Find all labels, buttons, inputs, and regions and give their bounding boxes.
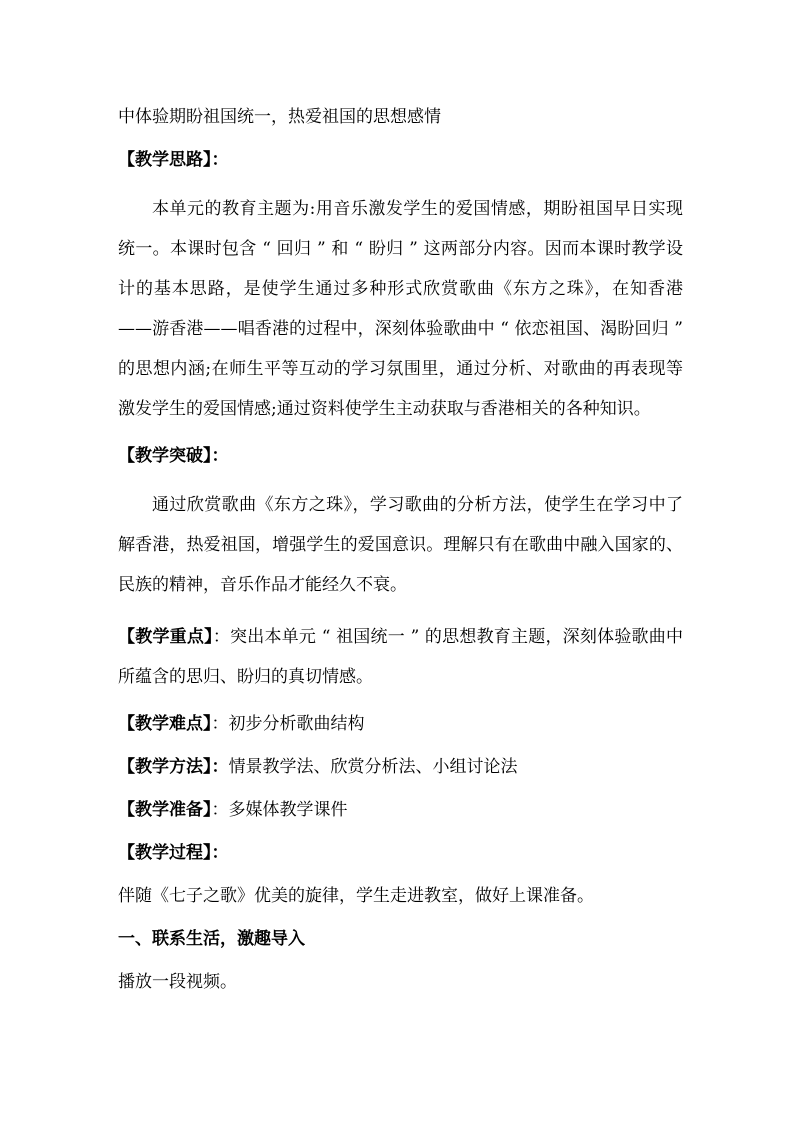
heading-label: 【教学思路】：	[118, 150, 229, 170]
heading-label: 【教学准备】	[118, 800, 212, 820]
top-line: 中体验期盼祖国统一，热爱祖国的思想感情	[118, 107, 441, 127]
heading-process	[118, 838, 683, 869]
difficulties-text: ：初步分析歌曲结构	[211, 714, 365, 734]
methods-text: 情景教学法、欣赏分析法、小组讨论法	[228, 757, 518, 777]
key-points-text: ：突出本单元 “ 祖国统一 ” 的思想教育主题，深刻体验歌曲中所蕴含的思归、盼归的真切情感。	[118, 627, 684, 687]
preparation-text: ：多媒体教学课件	[211, 800, 348, 820]
heading-methods	[118, 752, 683, 783]
paragraph-teaching-breakthrough: 通过欣赏歌曲《东方之珠》，学习歌曲的分析方法，使学生在学习中了解香港，热爱祖国，增强学生的爱国意识。理解只有在歌曲中融入国家的、民族的精神，音乐作品才能经久不衰。	[118, 495, 683, 595]
heading-label: 【教学难点】	[118, 714, 212, 734]
heading-teaching-breakthrough	[118, 441, 683, 472]
process-text: 伴随《七子之歌》优美的旋律，学生走进教室，做好上课准备。	[118, 886, 594, 906]
heading-label: 【教学重点】	[118, 627, 213, 647]
document-page	[118, 102, 683, 998]
heading-label: 【教学方法】：	[118, 757, 229, 777]
paragraph-key-points	[118, 617, 683, 697]
step-one-title: 一、联系生活，激趣导入	[118, 929, 305, 949]
step-one-text: 播放一段视频。	[118, 972, 237, 992]
heading-label: 【教学过程】：	[118, 843, 229, 863]
paragraph-teaching-approach: 本单元的教育主题为:用音乐激发学生的爱国情感，期盼祖国早日实现统一。本课时包含 “ 回归 ” 和 “ 盼归 ” 这两部分内容。因而本课时教学设计的基本思路，是使学生通过多种形式欣赏歌曲《东方之珠》，在知香港——游香港——唱香港的过程中，深刻体验歌曲中 “ 依恋祖国、渴盼回归 ” 的思想内涵;在师生平等互动的学习氛围里，通过分析、对歌曲的再表现等激发学生的爱国情感;通过资料使学生主动获取与香港相关的各种知识。	[118, 199, 683, 419]
heading-preparation	[118, 795, 683, 826]
heading-label: 【教学突破】：	[118, 446, 229, 466]
heading-difficulties	[118, 709, 683, 740]
heading-teaching-approach	[118, 145, 683, 176]
